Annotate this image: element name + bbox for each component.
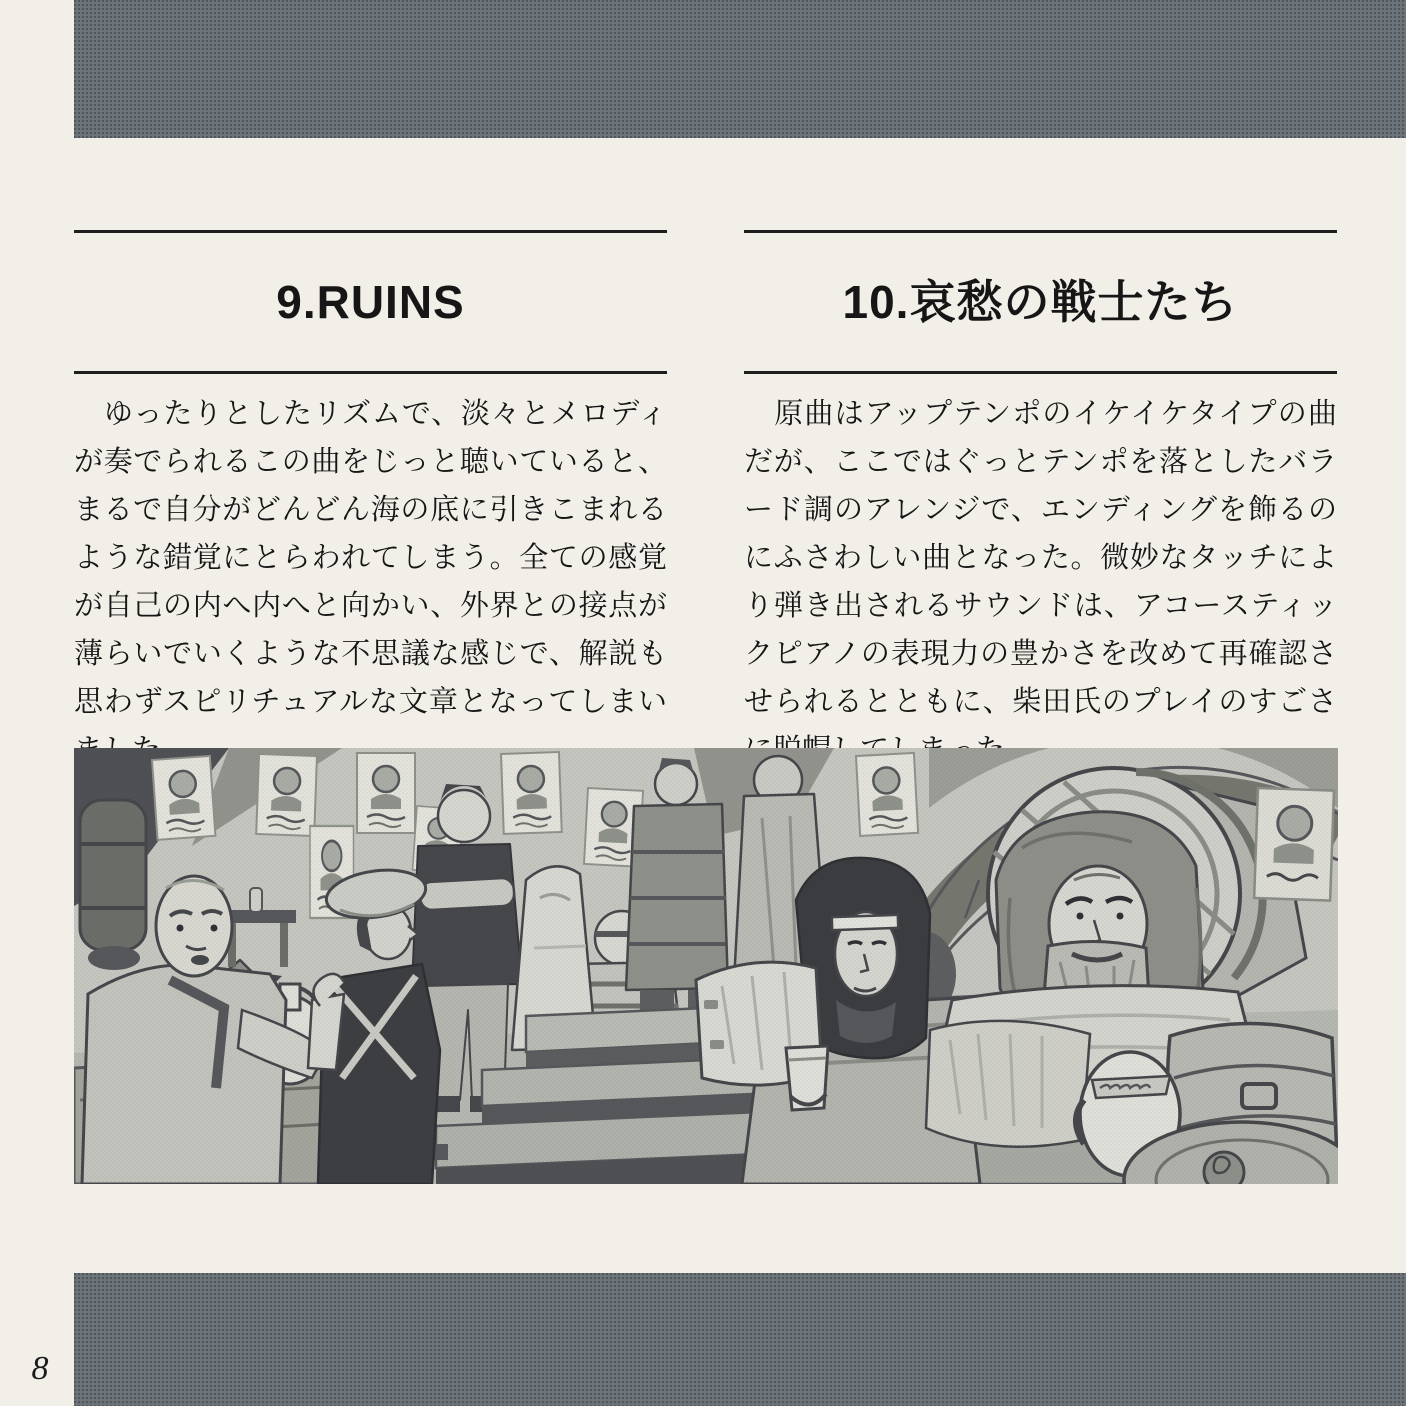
- bottom-gray-band: [74, 1273, 1406, 1406]
- body-line: 思わずスピリチュアルな文章となってしまい: [74, 686, 667, 719]
- header-rule-bottom: [74, 371, 667, 374]
- body-line: クピアノの表現力の豊かさを改めて再確認さ: [744, 638, 1337, 671]
- tavern-illustration: [74, 748, 1338, 1184]
- page-number: 8: [31, 1350, 49, 1387]
- body-line: り弾き出されるサウンドは、アコースティッ: [744, 590, 1337, 623]
- body-line: だが、ここではぐっとテンポを落としたバラ: [744, 446, 1337, 479]
- body-line: 原曲はアップテンポのイケイケタイプの曲: [744, 398, 1337, 431]
- section-ruins: [74, 230, 667, 774]
- body-line: せられるとともに、柴田氏のプレイのすごさ: [744, 686, 1337, 719]
- body-line: ード調のアレンジで、エンディングを飾るの: [744, 494, 1337, 527]
- section-aishuu: [744, 230, 1337, 774]
- top-gray-band: [74, 0, 1406, 138]
- body-line: が奏でられるこの曲をじっと聴いていると、: [74, 446, 667, 479]
- body-line: 薄らいでいくような不思議な感じで、解説も: [74, 638, 667, 671]
- section-body: [74, 390, 667, 774]
- header-rule-top: [74, 230, 667, 233]
- section-body: [744, 390, 1337, 774]
- header-rule-top: [744, 230, 1337, 233]
- halftone-overlay: [74, 748, 1338, 1184]
- body-line: にふさわしい曲となった。微妙なタッチによ: [744, 542, 1337, 575]
- body-line: が自己の内へ内へと向かい、外界との接点が: [74, 590, 667, 623]
- body-line: まるで自分がどんどん海の底に引きこまれる: [74, 494, 667, 527]
- body-line: ような錯覚にとらわれてしまう。全ての感覚: [74, 542, 667, 575]
- section-title: 10.哀愁の戦士たち: [842, 276, 1239, 329]
- section-title: 9.RUINS: [276, 276, 465, 329]
- body-line: ゆったりとしたリズムで、淡々とメロディ: [74, 398, 667, 431]
- header-rule-bottom: [744, 371, 1337, 374]
